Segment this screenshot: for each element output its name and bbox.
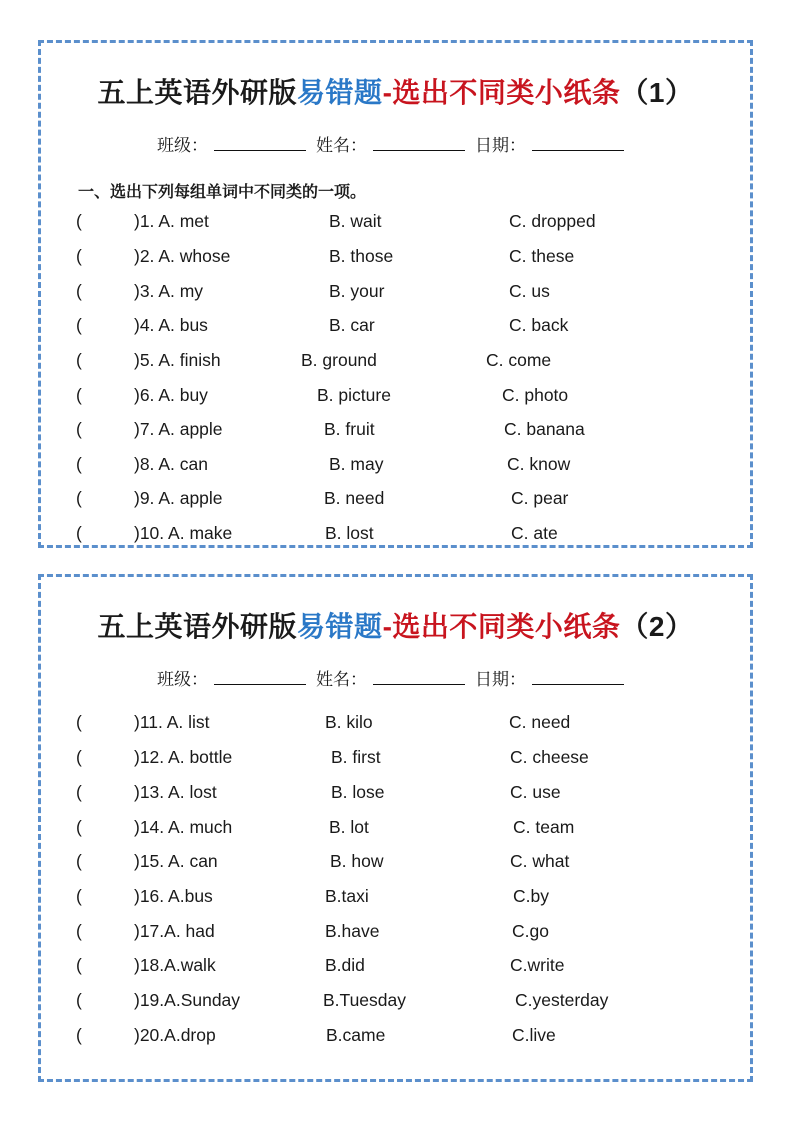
question-row — [41, 955, 750, 979]
question-row — [41, 523, 750, 547]
option-b: B.Tuesday — [323, 990, 407, 1010]
option-b: B. picture — [317, 385, 391, 405]
date-blank[interactable] — [532, 138, 624, 151]
question-row — [41, 851, 750, 875]
option-c: C. ate — [511, 523, 558, 543]
answer-blank[interactable]: ( — [76, 488, 82, 508]
option-c: C.write — [510, 955, 565, 975]
name-label: 姓名： — [316, 670, 367, 689]
question-row — [41, 454, 750, 478]
title-part-4: （1） — [620, 77, 694, 108]
option-a: )18.A.walk — [134, 955, 216, 975]
option-b: B. car — [329, 315, 375, 335]
question-row — [41, 921, 750, 945]
option-b: B. how — [330, 851, 384, 871]
option-a: )7. A. apple — [134, 419, 223, 439]
answer-blank[interactable]: ( — [76, 350, 82, 370]
answer-blank[interactable]: ( — [76, 315, 82, 335]
option-a: )13. A. lost — [134, 782, 217, 802]
answer-blank[interactable]: ( — [76, 211, 82, 231]
name-label: 姓名： — [316, 136, 367, 155]
question-row — [41, 1025, 750, 1049]
option-b: B.taxi — [325, 886, 369, 906]
date-label: 日期： — [475, 136, 526, 155]
question-row — [41, 281, 750, 305]
answer-blank[interactable]: ( — [76, 851, 82, 871]
option-b: B. lost — [325, 523, 374, 543]
option-a: )9. A. apple — [134, 488, 223, 508]
option-c: C. us — [509, 281, 550, 301]
option-b: B. need — [324, 488, 385, 508]
question-row — [41, 385, 750, 409]
option-a: )11. A. list — [134, 712, 210, 732]
student-info-line — [41, 665, 750, 690]
option-c: C. what — [510, 851, 570, 871]
title-part-4: （2） — [620, 611, 694, 642]
date-blank[interactable] — [532, 672, 624, 685]
option-b: B. kilo — [325, 712, 373, 732]
question-row — [41, 886, 750, 910]
title-part-3: -选出不同类小纸条 — [382, 611, 621, 642]
option-c: C. pear — [511, 488, 569, 508]
option-c: C. cheese — [510, 747, 589, 767]
answer-blank[interactable]: ( — [76, 246, 82, 266]
question-row — [41, 211, 750, 235]
option-a: )12. A. bottle — [134, 747, 233, 767]
answer-blank[interactable]: ( — [76, 782, 82, 802]
option-c: C. come — [486, 350, 552, 370]
slip-title — [41, 605, 750, 645]
option-b: B.came — [326, 1025, 386, 1045]
option-c: C.go — [512, 921, 549, 941]
option-a: )5. A. finish — [134, 350, 221, 370]
answer-blank[interactable]: ( — [76, 747, 82, 767]
name-blank[interactable] — [373, 672, 465, 685]
question-row — [41, 747, 750, 771]
option-c: C. use — [510, 782, 561, 802]
answer-blank[interactable]: ( — [76, 523, 82, 543]
option-b: B. lot — [329, 817, 369, 837]
option-a: )2. A. whose — [134, 246, 231, 266]
answer-blank[interactable]: ( — [76, 990, 82, 1010]
option-a: )8. A. can — [134, 454, 208, 474]
option-a: )20.A.drop — [134, 1025, 216, 1045]
date-label: 日期： — [475, 670, 526, 689]
option-c: C. banana — [504, 419, 585, 439]
option-c: C.live — [512, 1025, 556, 1045]
worksheet-slip-2 — [38, 574, 753, 1082]
option-a: )4. A. bus — [134, 315, 208, 335]
option-c: C.yesterday — [515, 990, 609, 1010]
option-b: B. first — [331, 747, 381, 767]
option-b: B. those — [329, 246, 394, 266]
title-part-2: 易错题 — [297, 77, 383, 108]
option-c: C. back — [509, 315, 569, 335]
option-c: C. photo — [502, 385, 569, 405]
class-blank[interactable] — [214, 672, 306, 685]
option-a: )3. A. my — [134, 281, 204, 301]
question-row — [41, 419, 750, 443]
question-row — [41, 246, 750, 270]
option-b: B. may — [329, 454, 384, 474]
option-a: )17.A. had — [134, 921, 215, 941]
option-b: B.did — [325, 955, 365, 975]
title-part-3: -选出不同类小纸条 — [382, 77, 621, 108]
title-part-1: 五上英语外研版 — [97, 611, 298, 642]
option-b: B. your — [329, 281, 385, 301]
class-label: 班级： — [157, 670, 208, 689]
answer-blank[interactable]: ( — [76, 419, 82, 439]
question-row — [41, 350, 750, 374]
question-row — [41, 990, 750, 1014]
option-a: )19.A.Sunday — [134, 990, 241, 1010]
option-a: )6. A. buy — [134, 385, 208, 405]
option-c: C. need — [509, 712, 571, 732]
worksheet-slip-1 — [38, 40, 753, 548]
question-row — [41, 782, 750, 806]
option-c: C. these — [509, 246, 575, 266]
answer-blank[interactable]: ( — [76, 281, 82, 301]
option-b: B. wait — [329, 211, 382, 231]
option-a: )16. A.bus — [134, 886, 213, 906]
slip-title — [41, 71, 750, 111]
option-b: B.have — [325, 921, 380, 941]
title-part-2: 易错题 — [297, 611, 383, 642]
name-blank[interactable] — [373, 138, 465, 151]
question-row — [41, 817, 750, 841]
option-b: B. ground — [301, 350, 377, 370]
answer-blank[interactable]: ( — [76, 1025, 82, 1045]
answer-blank[interactable]: ( — [76, 817, 82, 837]
option-a: )10. A. make — [134, 523, 233, 543]
option-a: )1. A. met — [134, 211, 209, 231]
option-b: B. lose — [331, 782, 385, 802]
answer-blank[interactable]: ( — [76, 712, 82, 732]
option-b: B. fruit — [324, 419, 375, 439]
answer-blank[interactable]: ( — [76, 886, 82, 906]
question-row — [41, 488, 750, 512]
title-part-1: 五上英语外研版 — [97, 77, 298, 108]
class-blank[interactable] — [214, 138, 306, 151]
option-c: C. know — [507, 454, 571, 474]
option-c: C. team — [513, 817, 575, 837]
answer-blank[interactable]: ( — [76, 921, 82, 941]
option-a: )15. A. can — [134, 851, 218, 871]
answer-blank[interactable]: ( — [76, 955, 82, 975]
question-row — [41, 712, 750, 736]
option-a: )14. A. much — [134, 817, 233, 837]
option-c: C.by — [513, 886, 549, 906]
answer-blank[interactable]: ( — [76, 385, 82, 405]
student-info-line — [41, 131, 750, 156]
class-label: 班级： — [157, 136, 208, 155]
option-c: C. dropped — [509, 211, 596, 231]
instruction: 一、选出下列每组单词中不同类的一项。 — [78, 184, 367, 201]
answer-blank[interactable]: ( — [76, 454, 82, 474]
question-row — [41, 315, 750, 339]
